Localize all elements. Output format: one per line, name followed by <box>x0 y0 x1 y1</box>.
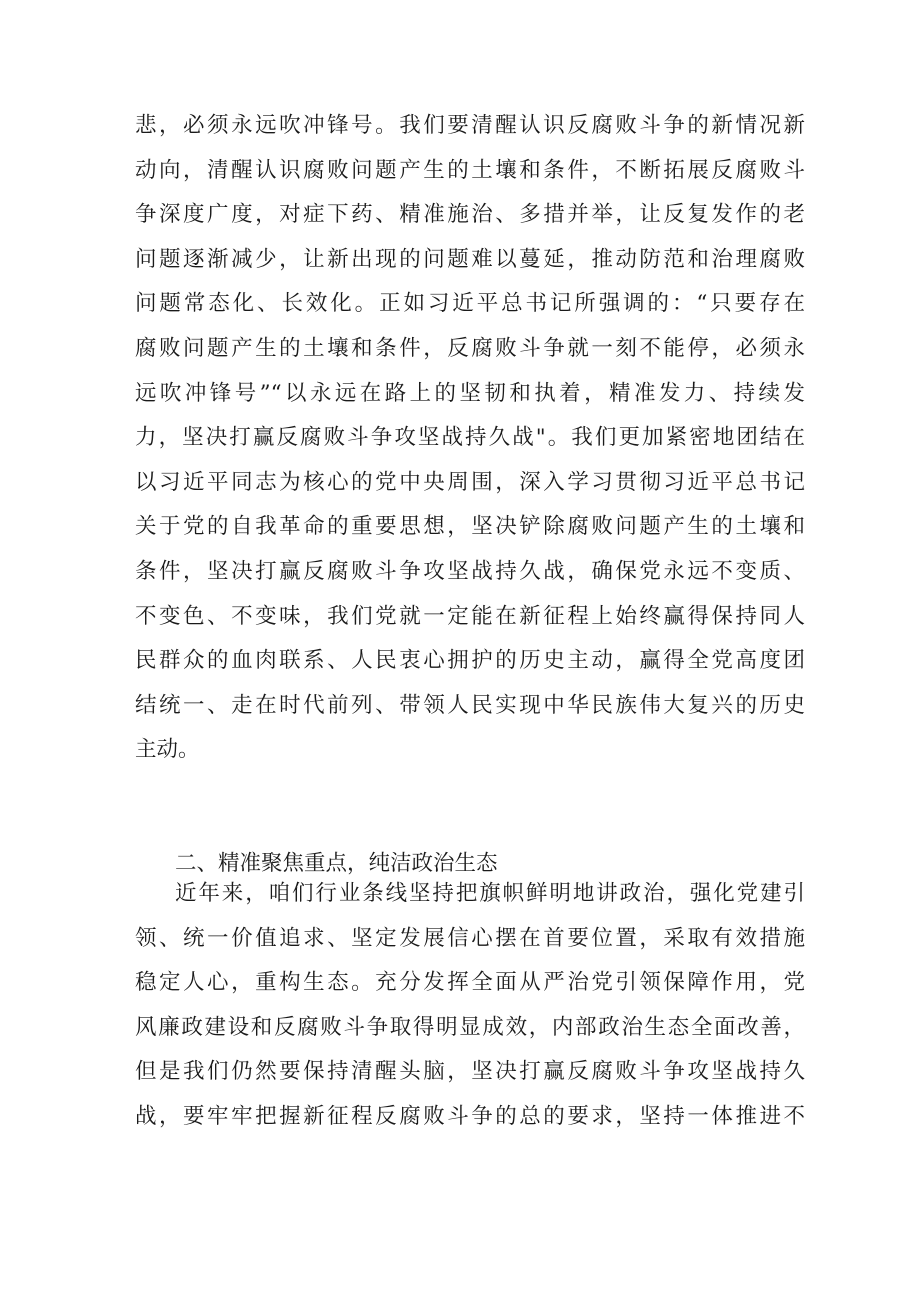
paragraph-1-line: 以习近平同志为核心的党中央周围，深入学习贯彻习近平总书记 <box>135 469 805 495</box>
paragraph-2-line: 领、统一价值追求、坚定发展信心摆在首要位置，采取有效措施 <box>135 925 805 951</box>
paragraph-1-line: 动向，清醒认识腐败问题产生的土壤和条件，不断拓展反腐败斗 <box>135 157 805 183</box>
paragraph-1-line: 民群众的血肉联系、人民衷心拥护的历史主动，赢得全党高度团 <box>135 648 805 674</box>
paragraph-1-line: 悲，必须永远吹冲锋号。我们要清醒认识反腐败斗争的新情况新 <box>135 113 805 138</box>
paragraph-1-line: 力，坚决打赢反腐败斗争攻坚战持久战"。我们更加紧密地团结在 <box>135 425 805 451</box>
paragraph-1-line: 争深度广度，对症下药、精准施治、多措并举，让反复发作的老 <box>135 202 805 228</box>
paragraph-2-line: 战，要牢牢把握新征程反腐败斗争的总的要求，坚持一体推进不 <box>135 1103 805 1129</box>
paragraph-1-line: 条件，坚决打赢反腐败斗争攻坚战持久战，确保党永远不变质、 <box>135 558 805 584</box>
paragraph-1-line: 结统一、走在时代前列、带领人民实现中华民族伟大复兴的历史 <box>135 692 805 718</box>
paragraph-1-line: 关于党的自我革命的重要思想，坚决铲除腐败问题产生的土壤和 <box>135 514 805 540</box>
paragraph-1-line: 问题逐渐减少，让新出现的问题难以蔓延，推动防范和治理腐败 <box>135 246 805 272</box>
paragraph-1-line: 远吹冲锋号”“以永远在路上的坚韧和执着，精准发力、持续发 <box>135 380 805 406</box>
paragraph-1-line: 主动。 <box>135 737 200 763</box>
paragraph-2-line: 近年来，咱们行业条线坚持把旗帜鲜明地讲政治，强化党建引 <box>175 881 805 906</box>
paragraph-2-line: 稳定人心，重构生态。充分发挥全面从严治党引领保障作用，党 <box>135 970 805 996</box>
paragraph-2-line: 但是我们仍然要保持清醒头脑，坚决打赢反腐败斗争攻坚战持久 <box>135 1059 805 1085</box>
paragraph-1-line: 腐败问题产生的土壤和条件，反腐败斗争就一刻不能停，必须永 <box>135 335 805 361</box>
paragraph-1 <box>135 104 805 773</box>
paragraph-2-line: 风廉政建设和反腐败斗争取得明显成效，内部政治生态全面改善， <box>135 1014 805 1040</box>
paragraph-1-line: 不变色、不变味，我们党就一定能在新征程上始终赢得保持同人 <box>135 603 805 629</box>
paragraph-1-line: 问题常态化、长效化。正如习近平总书记所强调的：“只要存在 <box>135 291 805 317</box>
paragraph-2 <box>135 872 805 1140</box>
section-heading: 二、精准聚焦重点，纯洁政治生态 <box>175 851 498 876</box>
